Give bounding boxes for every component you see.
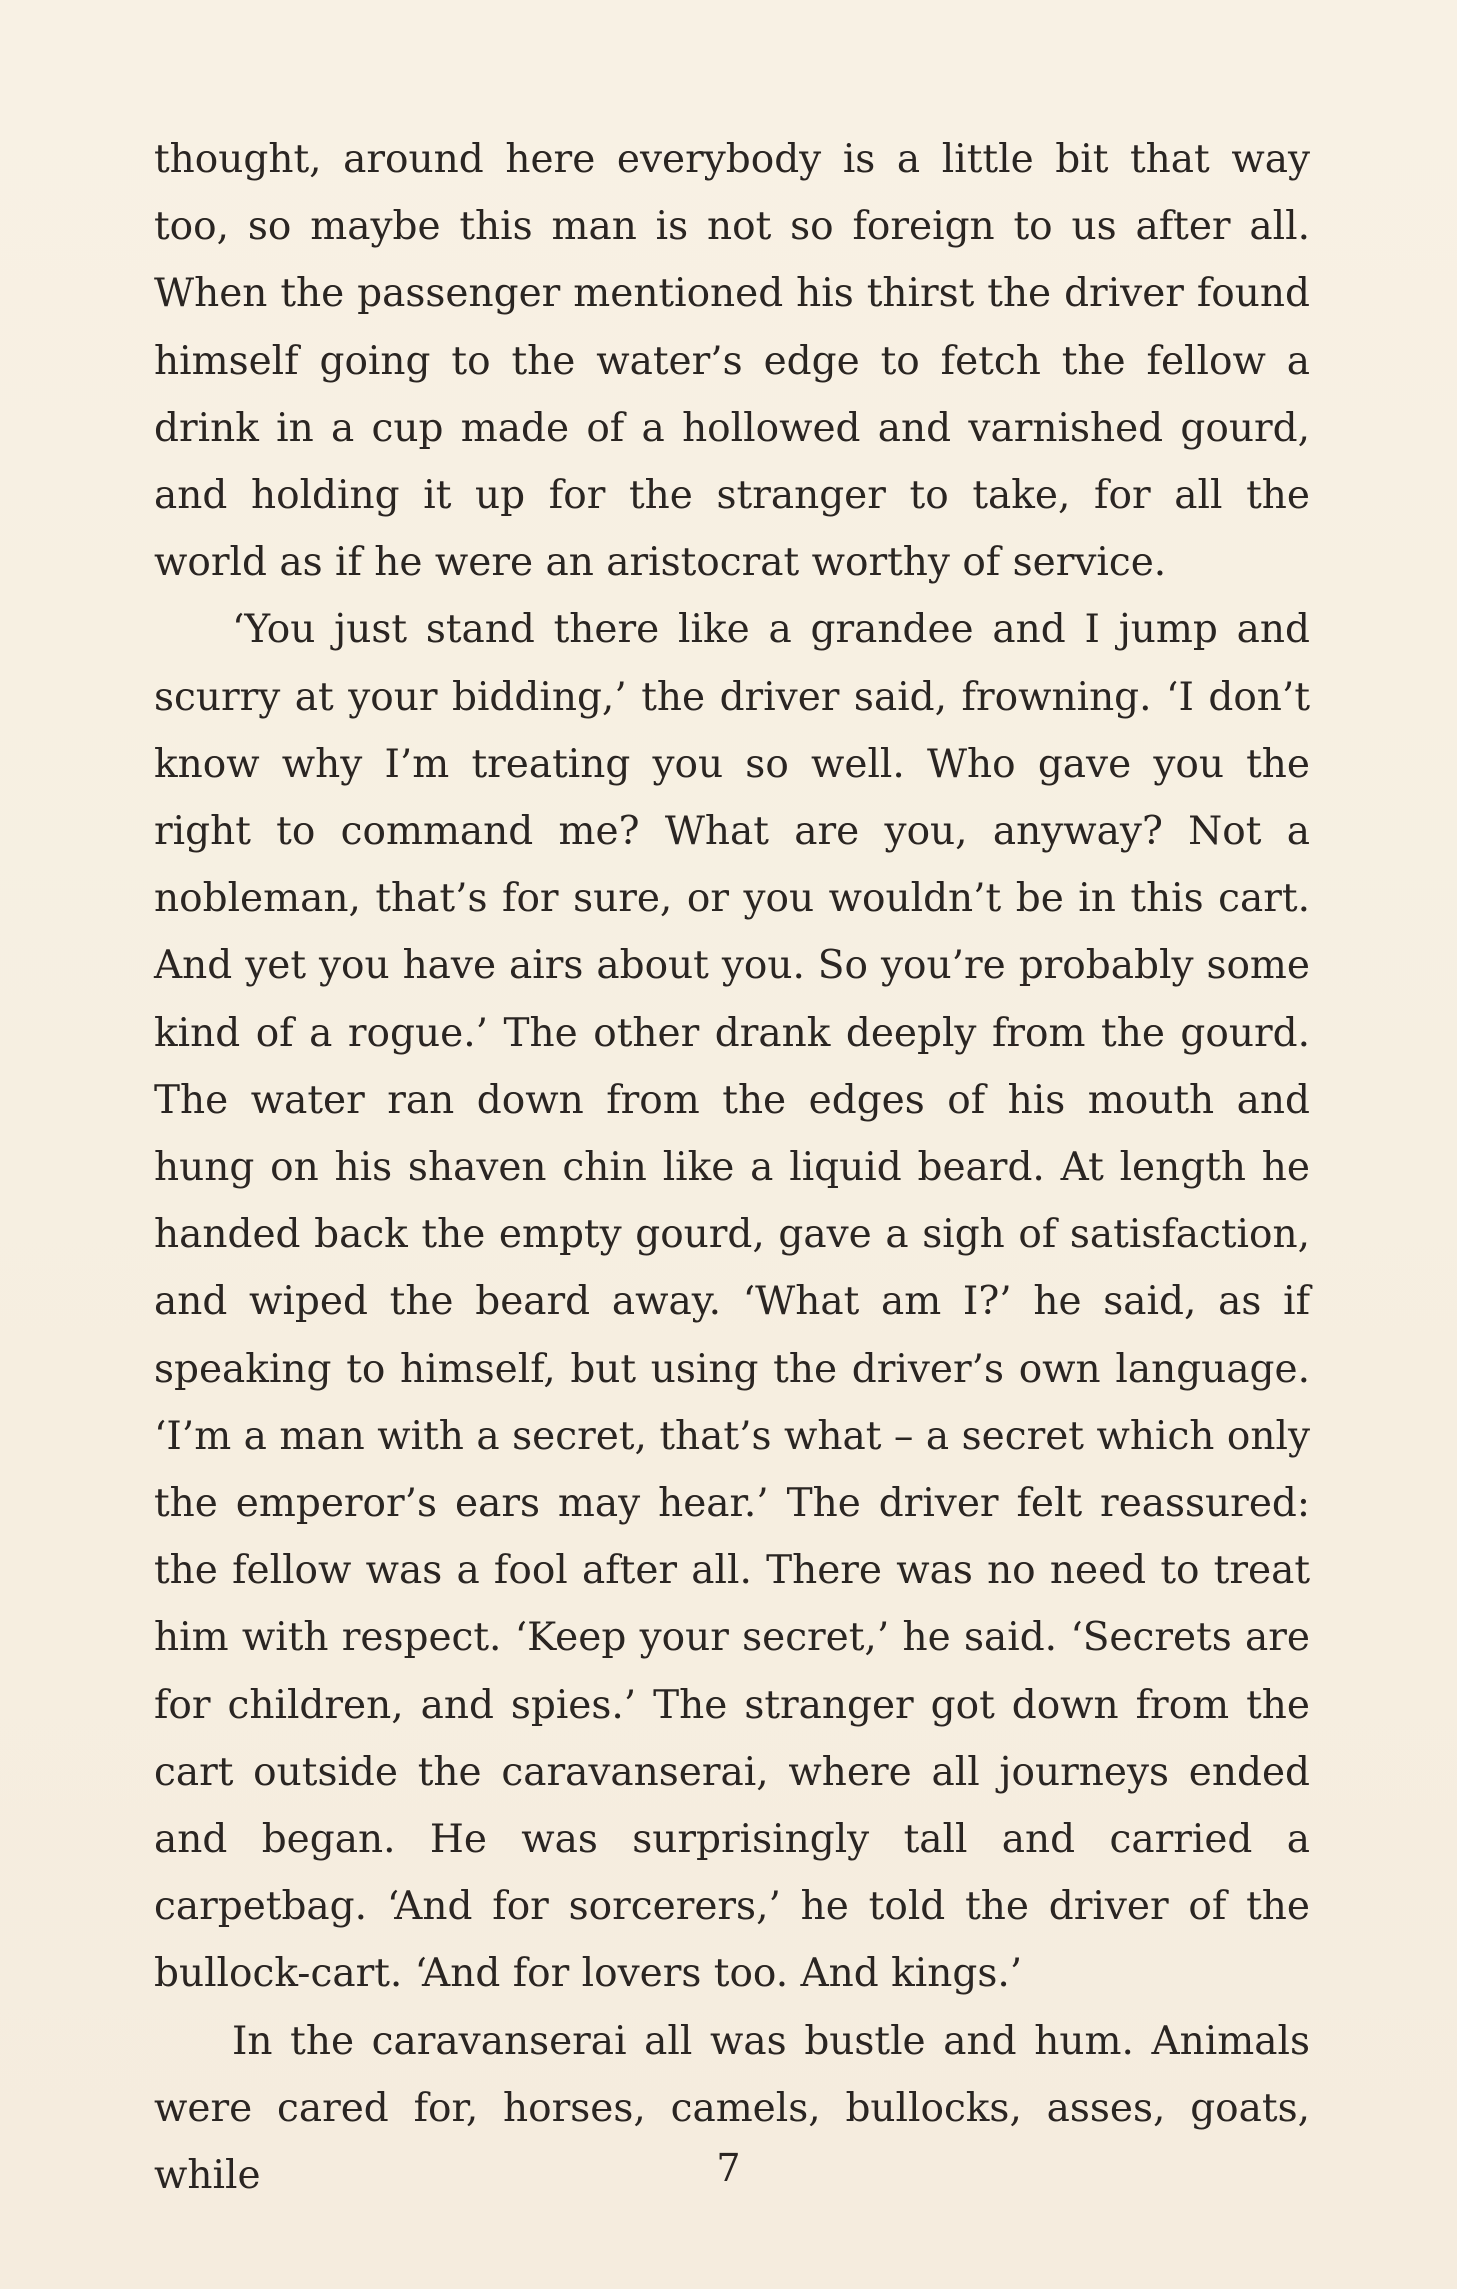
paragraph-2: ‘You just stand there like a grandee and I jump and scurry at your bidding,’ the driver said, frowning. ‘I don’t know why I’m treating you so well. Who gave you the right to command me? What are you, anyway? Not a nobleman, that’s for sure, or you wouldn’t be in this cart. And yet you have airs about you. So you’re probably some kind of a rogue.’ The other drank deeply from the gourd. The water ran down from the edges of his mouth and hung on his shaven chin like a liquid beard. At length he handed back the empty gourd, gave a sigh of satisfaction, and wiped the beard away. ‘What am I?’ he said, as if speaking to himself, but using the driver’s own language. ‘I’m a man with a secret, that’s what – a secret which only the emperor’s ears may hear.’ The driver felt reassured: the fellow was a fool after all. There was no need to treat him with respect. ‘Keep your secret,’ he said. ‘Secrets are for children, and spies.’ The stranger got down from the cart outside the caravanserai, where all journeys ended and began. He was surprisingly tall and carried a carpetbag. ‘And for sorcerers,’ he told the driver of the bullock-cart. ‘And for lovers too. And kings.’ (154, 607, 1310, 1997)
paragraph-1: thought, around here everybody is a little bit that way too, so maybe this man is not so foreign to us after all. When the passenger mentioned his thirst the driver found himself going to the water’s edge to fetch the fellow a drink in a cup made of a hollowed and varnished gourd, and holding it up for the stranger to take, for all the world as if he were an aristocrat worthy of service. (154, 137, 1310, 586)
body-text (154, 126, 1310, 2209)
paragraph-3: In the caravanserai all was bustle and hum. Animals were cared for, horses, camels, bullocks, asses, goats, while (154, 2018, 1310, 2199)
page-number: 7 (716, 2146, 741, 2190)
